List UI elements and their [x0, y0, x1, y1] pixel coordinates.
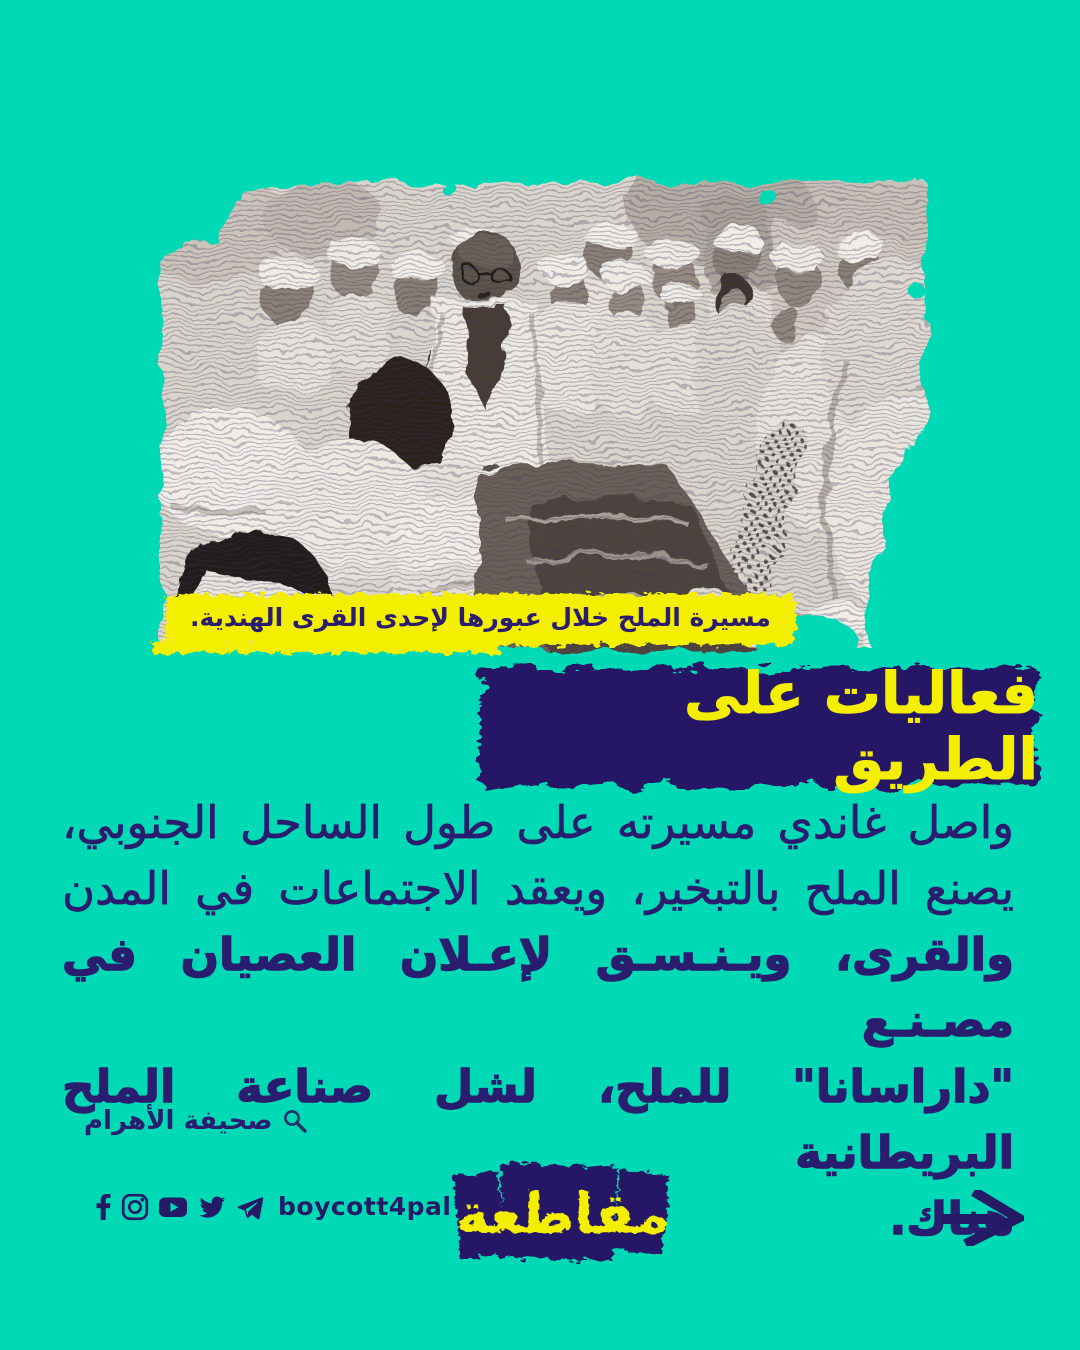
source-label: صحيفة الأهرام	[84, 1106, 273, 1136]
logo-text: مقاطعة	[455, 1182, 671, 1247]
body-line: "داراسانا" للملح، لشل صناعة الملح البريطانية	[62, 1060, 1014, 1179]
magnifier-icon	[282, 1108, 309, 1135]
body-line: والقرى، ويـنـسـق لإعـلان العصيان في مصـنـع	[62, 928, 1014, 1047]
photo-salt-march	[148, 172, 940, 660]
body-line: هناك.	[889, 1192, 1014, 1245]
page-title: فعاليات على الطريق	[684, 661, 1038, 793]
arrow-right-glyph	[940, 1190, 1024, 1246]
facebook-icon[interactable]	[95, 1193, 112, 1221]
body-line: واصل غاندي مسيرته على طول الساحل الجنوبي،	[62, 796, 1014, 849]
source-attribution	[84, 1106, 309, 1136]
title-block	[478, 661, 1038, 793]
photo-illustration	[148, 172, 940, 660]
twitter-icon[interactable]	[197, 1193, 226, 1221]
social-bar[interactable]	[95, 1192, 452, 1221]
photo-caption	[166, 594, 795, 645]
instagram-icon[interactable]	[121, 1193, 149, 1221]
social-handle[interactable]: boycott4pal	[278, 1192, 452, 1221]
photo-caption-text: مسيرة الملح خلال عبورها لإحدى القرى الهندية.	[190, 603, 771, 632]
logo-blocks	[450, 1154, 676, 1270]
youtube-icon[interactable]	[158, 1193, 188, 1221]
logo-muqataa[interactable]	[450, 1154, 676, 1270]
telegram-icon[interactable]	[235, 1193, 264, 1221]
body-line: يصنع الملح بالتبخير، ويعقد الاجتماعات في المدن	[62, 862, 1014, 915]
arrow-right-icon[interactable]	[940, 1190, 1024, 1246]
